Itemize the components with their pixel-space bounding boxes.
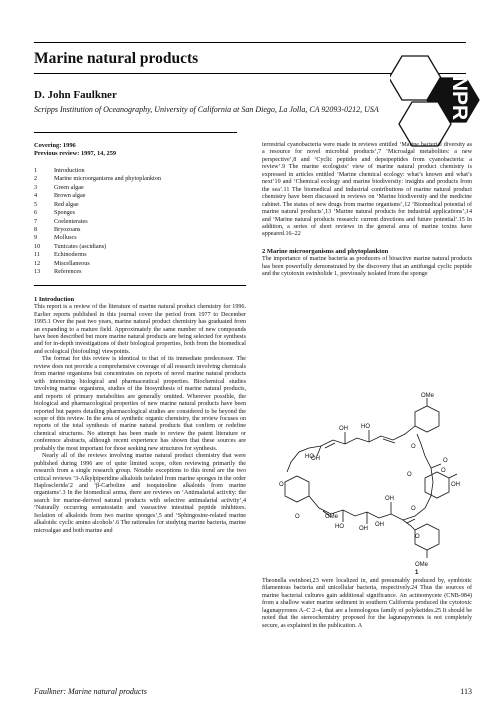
toc-label: References [54,268,82,276]
toc-number: 6 [34,209,38,217]
top-rule [34,42,466,43]
microorganisms-paragraph-2: Theonella swinhoei,23 were localized in, and presumably produced by, symbiotic filamentous bacteria and unicellular bacteria, respectively.24 Thus the sources of marine bacterial cultures gain additional significance. An actinomycete (CNB-984) from a shallow water marine sediment in southern California produced the cytotoxic lagunapyrones A–C 2–4, that are a homologous family of polyketides.25 It should be noted that the stereochemistry proposed for the lagunapyrones is not completely secure, as explained in the publication. A [262,578,472,629]
structure-atom-label: HO [361,424,370,430]
structure-atom-label: O [279,482,284,488]
toc-item [34,234,246,242]
toc-label: Red algae [54,200,79,208]
npr-logo-icon [390,48,485,148]
running-footer: Faulkner: Marine natural products [34,687,147,696]
structure-atom-label: O [295,514,300,520]
toc-number: 9 [34,234,38,242]
toc-number: 13 [34,268,41,276]
toc-item [34,218,246,226]
toc-label: Introduction [54,166,85,174]
right-column [262,142,472,279]
toc-label: Brown algae [54,192,86,200]
toc-number: 3 [34,183,38,191]
intro-paragraph-3: Nearly all of the reviews involving marine natural product chemistry that were published during 1996 are of quite limited scope, often reviewing primarily the research from a single research group. Notable exceptions to this trend are the two critical reviews ‘3-Alkylpiperidine alkaloids isolated from marine sponges in the order Haplosclerida’2 and ‘β-Carboline and isoquinoline alkaloids from marine organisms’.3 In the biomedical arena, there are reviews on ‘Antimalarial activity: the search for marine-derived natural products with selective antimalarial activity’,4 ‘Naturally occurring somatostatin and vasoactive intestinal peptide inhibitors. Isolation of alkaloids from two marine sponges’,5 and ‘Sphingosine-related marine alkaloids: cyclic amino alcohols’.6 The rationales for studying marine bacteria, marine microalgae and both marine and [34,453,246,534]
toc-number: 7 [34,217,38,225]
toc-label: Bryozoans [54,225,81,233]
toc-item [34,268,246,276]
toc-label: Echinoderms [54,251,87,259]
table-of-contents [34,167,246,277]
swinholide-structure [265,390,470,574]
structure-atom-label: HO [305,454,314,460]
covering-info [34,142,246,159]
previous-review: Previous review: 1997, 14, 259 [34,150,117,158]
header-rule [34,132,237,133]
structure-atom-label: HO [335,524,344,530]
author-name: D. John Faulkner [34,89,117,101]
structure-atom-label: O [441,468,446,474]
structure-atom-label: OMe [421,393,435,399]
toc-number: 4 [34,192,38,200]
structure-atom-label: OH [451,482,460,488]
toc-item [34,201,246,209]
toc-label: Tunicates (ascidians) [54,242,107,250]
toc-item [34,192,246,200]
structure-atom-label: O [443,458,448,464]
article-title: Marine natural products [34,50,199,67]
toc-number: 8 [34,225,38,233]
toc-item [34,226,246,234]
structure-atom-label: OMe [325,514,339,520]
intro-paragraph-1: This report is a review of the literature of marine natural product chemistry for 1996. Earlier reports published in this journal cover the period from 1977 to December 1995.1 Over the past two years, marine natural product chemistry has graduated from an expanding to a mature field. Approximately the same number of new compounds have been described but more marine natural products are being selected for synthesis and for in-depth investigations of their biological properties, both from the biomedical and ecological (biofouling) viewpoints. [34,304,246,355]
toc-item [34,175,246,183]
toc-label: Sponges [54,209,75,217]
right-paragraph-1: terrestrial cyanobacteria were made in reviews entitled ‘Marine bacterial diversity as a resource for novel microbial products’,7 ‘Microalgal metabolites: a new perspective’,8 and ‘Cyclic peptides and depsipeptides from cyanobacteria: a review’.9 The marine ecologists’ view of marine natural product chemistry is expressed in articles entitled ‘Marine chemical ecology: what’s known and what’s next’10 and ‘Chemical ecology and marine biodiversity: insights and products from the sea’.11 The biomedical and industrial contributions of marine natural product chemistry have been discussed in reviews on ‘Marine biodiversity and the medicine cabinet. The status of new drugs from marine organisms’,12 ‘Biomedical potential of marine natural products’,13 ‘Marine natural products for industrial applications’,14 and ‘Marine natural products research: current directions and future potential’.15 In addition, a series of short reviews in the general area of marine toxins have appeared.16–22 [262,142,472,238]
page-number: 113 [460,687,472,696]
toc-number: 12 [34,259,41,267]
covering-period: Covering: 1996 [34,142,76,149]
toc-number: 5 [34,200,38,208]
structure-atom-label: O [411,506,416,512]
structure-atom-label: OH [375,522,384,528]
toc-number: 1 [34,166,38,174]
microorganisms-paragraph-1: The importance of marine bacteria as producers of bioactive marine natural products has been powerfully demonstrated by the discovery that an antifungal cyclic peptide and the cytotoxin swinholide 1, previously isolated from the sponge [262,256,472,278]
structure-atom-label: O [407,472,412,478]
npr-logo-text: NPR [448,75,471,121]
toc-item [34,184,246,192]
toc-rule [34,285,246,286]
toc-item [34,260,246,268]
structure-atom-label: OH [359,526,368,532]
toc-item [34,251,246,259]
section-heading-microorganisms: 2 Marine microorganisms and phytoplankton [262,247,389,255]
intro-paragraph-2: The format for this review is identical to that of its immediate predecessor. The review does not provide a comprehensive coverage of all research involving chemicals from marine organisms but concentrates on reports of novel marine natural products with interesting biological and pharmaceutical properties. Biochemical studies involving marine organisms, studies of the biosynthesis of marine natural products, and reports of primary metabolites are generally omitted. Wherever possible, the biological and pharmacological properties of new marine natural products have been reported but papers detailing pharmacological studies are considered to be beyond the scope of this review. In the area of synthetic organic chemistry, the review focuses on reports of the total synthesis of marine natural products that confirm or redefine chemical structures. No attempt has been made to review the patent literature or conference abstracts, although recent experience has shown that these sources are probably the most important for those seeking new structures for synthesis. [34,356,246,452]
toc-label: Miscellaneous [54,259,90,267]
toc-item [34,243,246,251]
toc-label: Molluscs [54,234,77,242]
page-footer [34,687,472,696]
structure-atom-label: 1 [415,570,419,574]
structure-atom-label: O [415,534,420,540]
structure-atom-label: O [411,444,416,450]
toc-label: Coelenterates [54,217,88,225]
structure-atom-label: OMe [415,562,429,568]
right-column-continued [262,578,472,630]
toc-label: Marine microorganisms and phytoplankton [54,175,161,183]
left-column [34,142,246,535]
toc-item [34,209,246,217]
toc-number: 10 [34,242,41,250]
author-affiliation: Scripps Institution of Oceanography, University of California at San Diego, La Jolla, CA 92093-0212, USA [34,105,379,114]
toc-label: Green algae [54,183,84,191]
toc-number: 11 [34,251,40,259]
structure-atom-label: OH [311,456,320,462]
toc-item [34,167,246,175]
section-heading-introduction: 1 Introduction [34,295,75,303]
structure-atom-label: OH [385,496,394,502]
structure-atom-label: OH [339,426,348,432]
toc-number: 2 [34,175,38,183]
